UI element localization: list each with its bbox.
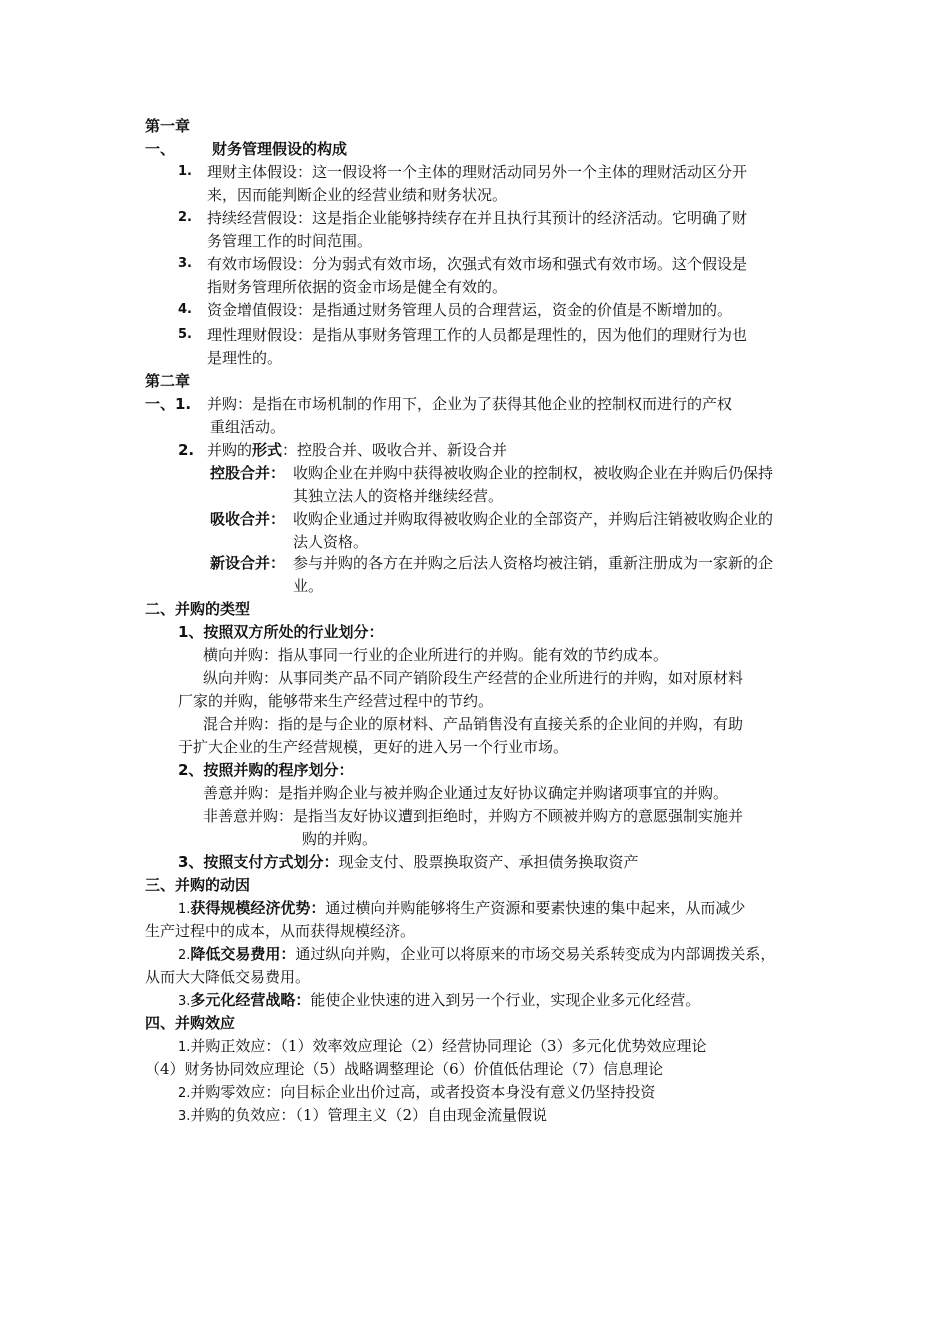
s3-motive-3-number: 3. [178,994,191,1009]
form-absorption-label: 吸收合并： [210,510,286,528]
s2-friendly: 善意并购：是指并购企业与被并购企业通过友好协议确定并购诸项事宜的并购。 [203,784,729,802]
ch1-item-5-line1: 理性理财假设：是指从事财务管理工作的人员都是理性的，因为他们的理财行为也 [207,326,748,344]
ch2-s1-item2-number: 2. [178,441,195,459]
ch1-item-4-line1: 资金增值假设：是指通过财务管理人员的合理营运，资金的价值是不断增加的。 [207,301,733,319]
form-holding-line2: 其独立法人的资格并继续经营。 [293,487,504,505]
s2-vertical-line1: 纵向并购：从事同类产品不同产销阶段生产经营的企业所进行的并购，如对原材料 [203,669,744,687]
ch1-item-2-line1: 持续经营假设：这是指企业能够持续存在并且执行其预计的经济活动。它明确了财 [207,209,748,227]
form-holding-label: 控股合并： [210,464,286,482]
s3-motive-3-label: 多元化经营战略： [190,991,311,1009]
s3-motive-1-number: 1. [178,902,191,917]
s3-motive-3-line1 [178,989,700,1013]
s3-motive-1-line1 [178,897,745,921]
ch1-item-5-line2: 是理性的。 [207,349,283,367]
s3-motive-1-line2: 生产过程中的成本，从而获得规模经济。 [145,922,416,940]
s4-effect-2-text: 并购零效应：向目标企业出价过高，或者投资本身没有意义仍坚持投资 [190,1083,656,1101]
s2-heading-payment: 3、按照支付方式划分： [178,853,339,871]
s4-effect-1-text: 并购正效应：（1）效率效应理论（2）经营协同理论（3）多元化优势效应理论 [190,1037,707,1055]
form-new-label: 新设合并： [210,554,286,572]
merger-forms-post: ：控股合并、吸收合并、新设合并 [282,441,508,459]
s2-hostile-line2: 购的并购。 [302,830,378,848]
ch2-s1-prefix: 一、1. [145,395,192,413]
s3-motive-1-label: 获得规模经济优势： [190,899,326,917]
s3-motive-2-text: 通过纵向并购，企业可以将原来的市场交易关系转变成为内部调拨关系， [295,945,776,963]
ch1-section-title: 财务管理假设的构成 [212,140,348,158]
ch1-item-5-number: 5. [178,327,192,342]
s2-hostile-line1: 非善意并购：是指当友好协议遭到拒绝时，并购方不顾被并购方的意愿强制实施并 [203,807,744,825]
s2-vertical-line2: 厂家的并购，能够带来生产经营过程中的节约。 [178,692,494,710]
s4-effect-1-number: 1. [178,1040,191,1055]
s2-payment-line [178,851,638,873]
chapter-1-title: 第一章 [145,117,191,135]
s4-effect-1-line2: （4）财务协同效应理论（5）战略调整理论（6）价值低估理论（7）信息理论 [145,1060,664,1078]
form-absorption-line1: 收购企业通过并购取得被收购企业的全部资产，并购后注销被收购企业的 [293,510,774,528]
form-new-line1: 参与并购的各方在并购之后法人资格均被注销，重新注册成为一家新的企 [293,554,774,572]
ch1-item-1-line2: 来，因而能判断企业的经营业绩和财务状况。 [207,186,508,204]
s4-effect-3-line1 [178,1104,547,1128]
s4-effect-1-line1 [178,1035,707,1059]
s3-motive-2-line1 [178,943,775,967]
ch1-section-number: 一、 [145,140,176,158]
ch1-item-3-number: 3. [178,256,192,271]
ch2-merger-definition-line1: 并购：是指在市场机制的作用下，企业为了获得其他企业的控制权而进行的产权 [207,395,733,413]
ch1-item-1-number: 1. [178,164,192,179]
s2-heading-industry: 1、按照双方所处的行业划分： [178,623,384,641]
merger-forms-pre: 并购的 [207,441,253,459]
chapter-2-title: 第二章 [145,372,191,390]
ch1-item-1-line1: 理财主体假设：这一假设将一个主体的理财活动同另外一个主体的理财活动区分开 [207,163,748,181]
s4-effect-2-number: 2. [178,1086,191,1101]
s2-payment-text: 现金支付、股票换取资产、承担债务换取资产 [338,853,639,871]
s4-effect-3-number: 3. [178,1109,191,1124]
s2-heading-procedure: 2、按照并购的程序划分： [178,761,354,779]
ch1-item-2-number: 2. [178,210,192,225]
s2-horizontal: 横向并购：指从事同一行业的企业所进行的并购。能有效的节约成本。 [203,646,669,664]
form-absorption-line2: 法人资格。 [293,533,369,551]
merger-forms-bold: 形式 [252,441,283,459]
ch1-item-4-number: 4. [178,302,192,317]
ch2-merger-forms-line [207,439,507,461]
ch2-s4-title: 四、并购效应 [145,1014,236,1032]
ch1-item-3-line1: 有效市场假设：分为弱式有效市场，次强式有效市场和强式有效市场。这个假设是 [207,255,748,273]
s3-motive-3-text: 能使企业快速的进入到另一个行业，实现企业多元化经营。 [310,991,701,1009]
form-new-line2: 业。 [293,577,324,595]
ch1-item-2-line2: 务管理工作的时间范围。 [207,232,373,250]
s3-motive-2-label: 降低交易费用： [190,945,296,963]
s3-motive-2-line2: 从而大大降低交易费用。 [145,968,311,986]
ch2-s2-title: 二、并购的类型 [145,600,251,618]
s4-effect-2-line1 [178,1081,655,1105]
s2-mixed-line1: 混合并购：指的是与企业的原材料、产品销售没有直接关系的企业间的并购，有助 [203,715,744,733]
ch2-merger-definition-line2: 重组活动。 [210,418,286,436]
ch2-s3-title: 三、并购的动因 [145,876,251,894]
s2-mixed-line2: 于扩大企业的生产经营规模，更好的进入另一个行业市场。 [178,738,569,756]
s4-effect-3-text: 并购的负效应：（1）管理主义（2）自由现金流量假说 [190,1106,547,1124]
ch1-item-3-line2: 指财务管理所依据的资金市场是健全有效的。 [207,278,508,296]
s3-motive-1-text: 通过横向并购能够将生产资源和要素快速的集中起来，从而减少 [325,899,746,917]
s3-motive-2-number: 2. [178,948,191,963]
form-holding-line1: 收购企业在并购中获得被收购企业的控制权，被收购企业在并购后仍保持 [293,464,774,482]
